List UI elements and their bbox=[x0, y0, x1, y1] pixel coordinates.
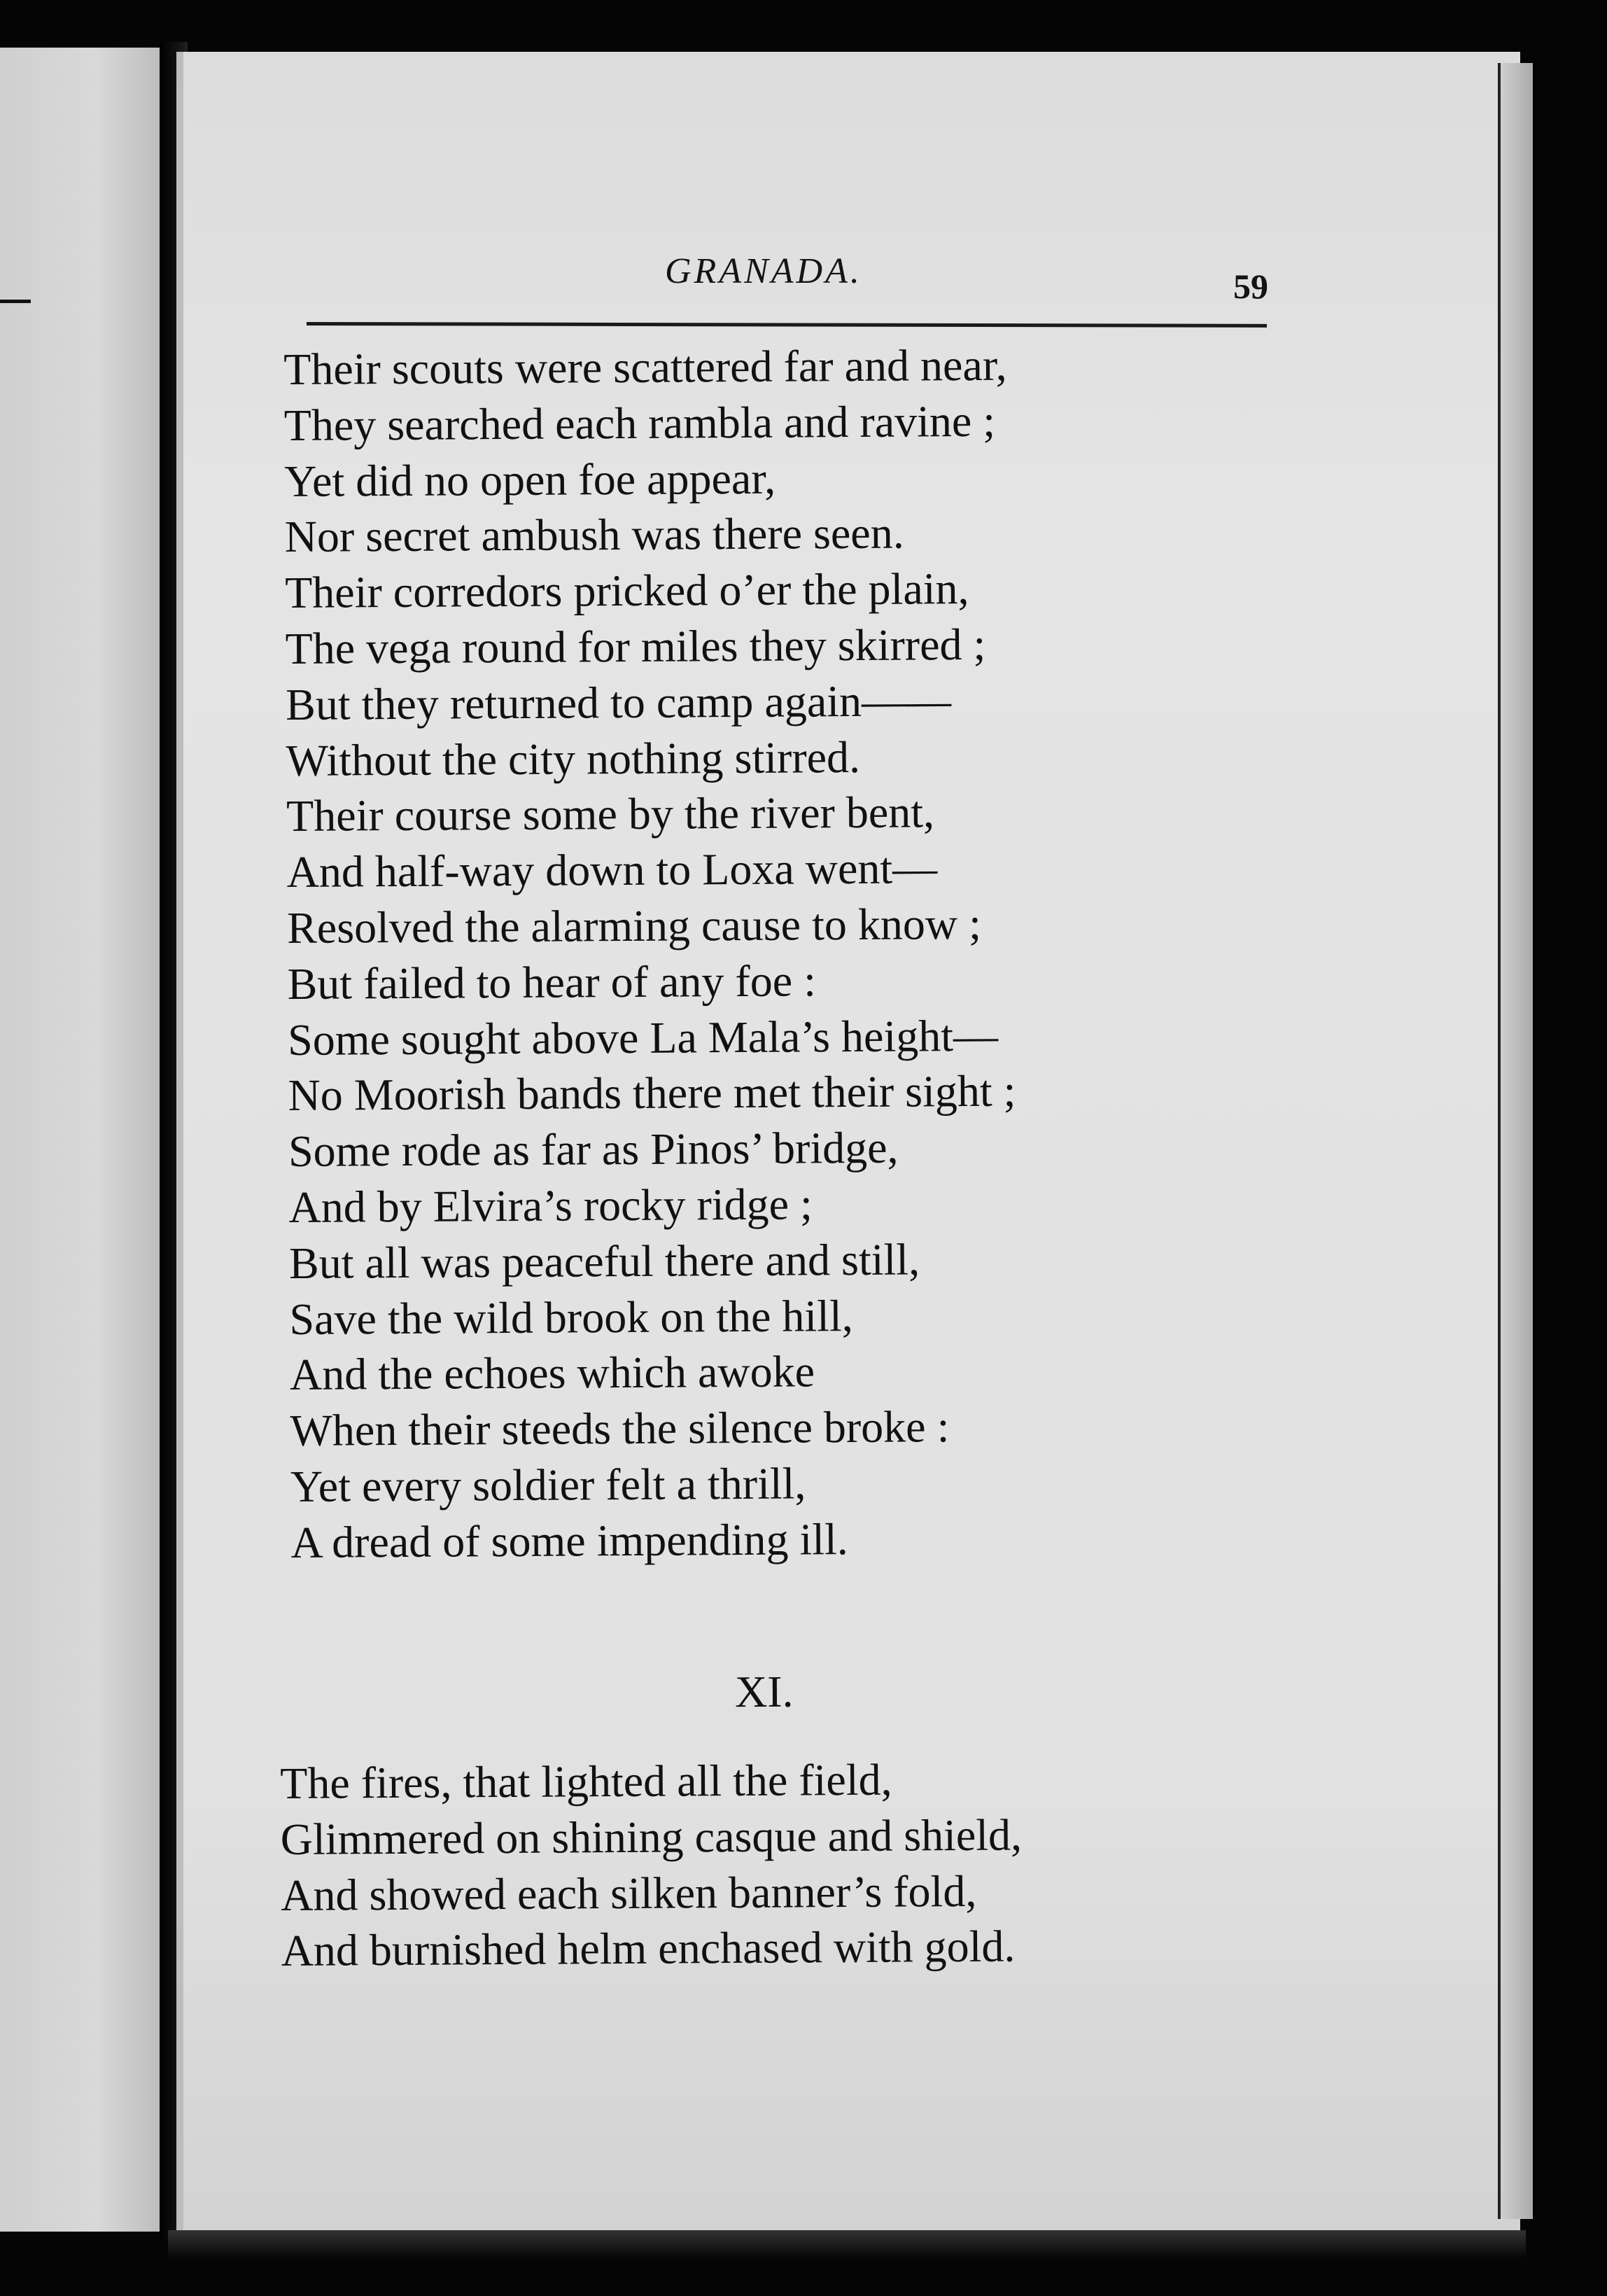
verse-line: Their scouts were scattered far and near, bbox=[283, 340, 1007, 394]
verse-line: And by Elvira’s rocky ridge ; bbox=[288, 1179, 813, 1232]
verse-line: And the echoes which awoke bbox=[289, 1346, 815, 1400]
verse-line: Yet every soldier felt a thrill, bbox=[290, 1458, 806, 1511]
page-edge bbox=[1498, 63, 1533, 2219]
verse-line: Without the city nothing stirred. bbox=[286, 732, 861, 785]
verse-line: Some rode as far as Pinos’ bridge, bbox=[288, 1122, 899, 1177]
verse-line: And showed each silken banner’s fold, bbox=[280, 1865, 977, 1920]
verse-line: Nor secret ambush was there seen. bbox=[284, 507, 904, 562]
verse-line: But they returned to camp again—— bbox=[285, 675, 952, 729]
verse-line: They searched each rambla and ravine ; bbox=[283, 396, 996, 450]
verse-line: And half-way down to Loxa went— bbox=[286, 843, 938, 897]
verse-line: The vega round for miles they skirred ; bbox=[285, 619, 986, 673]
verse-line: Glimmered on shining casque and shield, bbox=[280, 1809, 1023, 1864]
verse-line: Some sought above La Mala’s height— bbox=[287, 1010, 999, 1065]
verse-line: Save the wild brook on the hill, bbox=[289, 1290, 853, 1344]
verse-line: Resolved the alarming cause to know ; bbox=[286, 898, 982, 953]
verse-line: But all was peaceful there and still, bbox=[288, 1234, 920, 1288]
verse-line: The fires, that lighted all the field, bbox=[280, 1754, 892, 1808]
verse-line: And burnished helm enchased with gold. bbox=[281, 1921, 1016, 1976]
section-numeral: XI. bbox=[734, 1666, 794, 1717]
stanza-x bbox=[283, 335, 1411, 1570]
facing-page-rule bbox=[0, 300, 31, 303]
running-head: GRANADA. bbox=[665, 251, 862, 291]
verse-line: A dread of some impending ill. bbox=[290, 1513, 848, 1567]
page-bottom-shadow bbox=[168, 2230, 1526, 2258]
page-number: 59 bbox=[1233, 267, 1268, 306]
verse-line: When their steeds the silence broke : bbox=[290, 1401, 950, 1456]
verse-line: But failed to hear of any foe : bbox=[287, 955, 817, 1009]
verse-line: Their course some by the river bent, bbox=[286, 787, 935, 841]
verse-line: Yet did no open foe appear, bbox=[283, 453, 776, 506]
verse-line: No Moorish bands there met their sight ; bbox=[288, 1065, 1016, 1121]
facing-page-fragment bbox=[0, 48, 160, 2232]
verse-line: Their corredors pricked o’er the plain, bbox=[284, 564, 969, 618]
stanza-xi bbox=[280, 1749, 1401, 1979]
